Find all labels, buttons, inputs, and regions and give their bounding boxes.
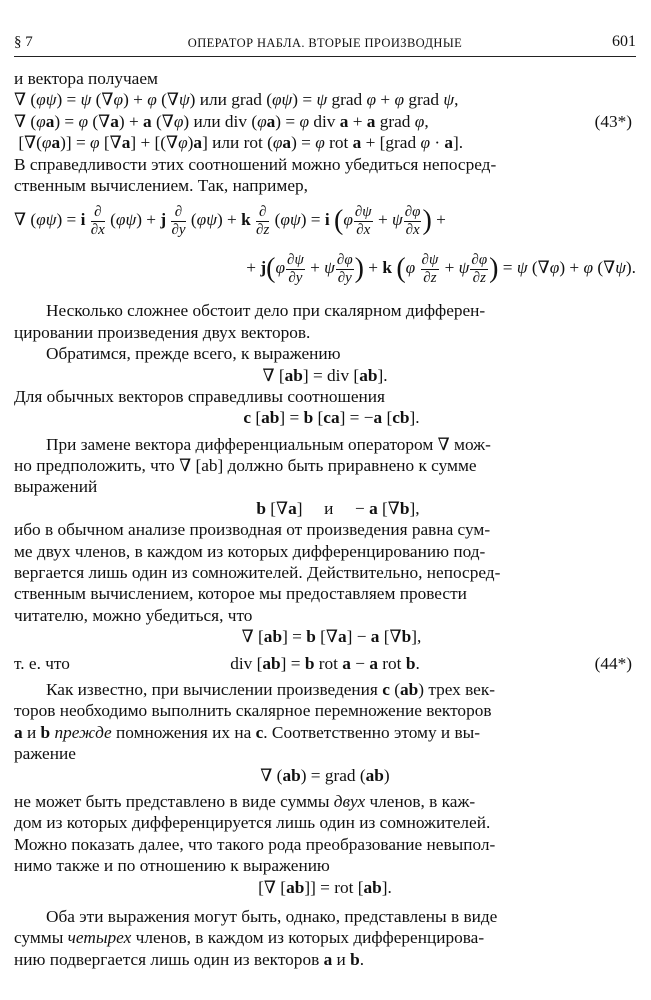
paragraph-line: ственным вычислением. Так, например, bbox=[14, 175, 308, 195]
equation-div-ab: т. е. что div [ab] = b rot a − a rot b. (44*) bbox=[14, 653, 632, 673]
paragraph-line: Можно показать далее, что такого рода преобразование невыпол- bbox=[14, 834, 496, 854]
paragraph-line: a и b прежде помножения их на c. Соответственно этому и вы- bbox=[14, 722, 480, 742]
paragraph-line: Несколько сложнее обстоит дело при скалярном дифферен- bbox=[46, 301, 486, 321]
paragraph-line: Обратимся, прежде всего, к выражению bbox=[46, 344, 341, 364]
paragraph-line: суммы четырех членов, в каждом из которых дифференцирова- bbox=[14, 928, 485, 948]
equation-rot-product: [∇(φa)] = φ [∇a] + [(∇φ)a] или rot (φa) = φ rot a + [grad φ · a]. bbox=[14, 133, 464, 153]
chapter-title: ОПЕРАТОР НАБЛА. ВТОРЫЕ ПРОИЗВОДНЫЕ bbox=[187, 36, 463, 50]
paragraph-line: выражений bbox=[14, 477, 98, 497]
te-chto-label: т. е. что bbox=[14, 653, 70, 673]
equation-expansion-line2: + j(φ $\frac{\partial\psi}{\partial y}$ + ψ $\frac{\partial\varphi}{\partial y}$ ) + k (φ $\frac{\partial\psi}{\partial z}$ + ψ $\frac{\partial\varphi}{\partial z}$ ) = ψ (∇φ) + φ (∇ψ). bbox=[246, 251, 636, 286]
paragraph-line: ибо в обычном анализе производная от произведения равна сум- bbox=[14, 520, 491, 540]
intro-line: и вектора получаем bbox=[14, 69, 158, 88]
paragraph-line: не может быть представлено в виде суммы двух членов, в каж- bbox=[14, 791, 476, 811]
paragraph-line: читателю, можно убедиться, что bbox=[14, 605, 253, 625]
equation-rot-ab: [∇ [ab]] = rot [ab]. bbox=[258, 877, 392, 897]
paragraph-line: ме двух членов, в каждом из которых дифференцированию под- bbox=[14, 541, 486, 561]
equation-triple-product: c [ab] = b [ca] = −a [cb]. bbox=[243, 408, 420, 428]
paragraph-line: Для обычных векторов справедливы соотношения bbox=[14, 386, 385, 406]
section-mark: § 7 bbox=[14, 34, 33, 50]
paragraph-line: торов необходимо выполнить скалярное перемножение векторов bbox=[14, 701, 492, 721]
equation-nabla-ab: ∇ [ab] = b [∇a] − a [∇b], bbox=[228, 627, 422, 647]
paragraph-line: вергается лишь один из сомножителей. Действительно, непосред- bbox=[14, 563, 501, 583]
page-body bbox=[14, 68, 636, 970]
equation-two-terms: b [∇a] и − a [∇b], bbox=[256, 498, 420, 518]
paragraph-line: нимо также и по отношению к выражению bbox=[14, 856, 330, 876]
equation-grad-product: ∇ (φψ) = ψ (∇φ) + φ (∇ψ) или grad (φψ) = ψ grad φ + φ grad ψ, bbox=[14, 90, 459, 110]
running-header bbox=[14, 34, 636, 57]
equation-div-product: ∇ (φa) = φ (∇a) + a (∇φ) или div (φa) = φ div a + a grad φ, (43*) bbox=[14, 111, 632, 131]
equation-number-43: (43*) bbox=[594, 111, 632, 131]
paragraph-line: ражение bbox=[14, 744, 76, 764]
paragraph-line: Оба эти выражения могут быть, однако, представлены в виде bbox=[46, 906, 498, 926]
paragraph-line: но предположить, что ∇ [ab] должно быть приравнено к сумме bbox=[14, 456, 477, 476]
equation-grad-ab: ∇ (ab) = grad (ab) bbox=[260, 765, 390, 785]
equation-expansion-line1: ∇ (φψ) = i $\frac{\partial}{\partial x}$ (φψ) + j $\frac{\partial}{\partial y}$ (φψ) + k $\frac{\partial}{\partial z}$ (φψ) = i (φ $\frac{\partial\psi}{\partial x}$ + ψ $\frac{\partial\varphi}{\partial x}$ ) + bbox=[14, 203, 446, 238]
book-page bbox=[14, 0, 636, 1000]
equation-number-44: (44*) bbox=[594, 653, 632, 673]
paragraph-line: дом из которых дифференцируется лишь один из сомножителей. bbox=[14, 813, 491, 833]
paragraph-line: цировании произведения двух векторов. bbox=[14, 322, 311, 342]
page-number: 601 bbox=[612, 33, 636, 50]
paragraph-line: В справедливости этих соотношений можно убедиться непосред- bbox=[14, 154, 497, 174]
paragraph-line: нию подвергается лишь один из векторов a и b. bbox=[14, 949, 365, 969]
paragraph-line: При замене вектора дифференциальным оператором ∇ мож- bbox=[46, 434, 491, 454]
paragraph-line: Как известно, при вычислении произведения c (ab) трех век- bbox=[46, 679, 495, 699]
paragraph-line: ственным вычислением, которое мы предоставляем провести bbox=[14, 584, 467, 604]
equation-nabla-cross: ∇ [ab] = div [ab]. bbox=[262, 365, 388, 385]
